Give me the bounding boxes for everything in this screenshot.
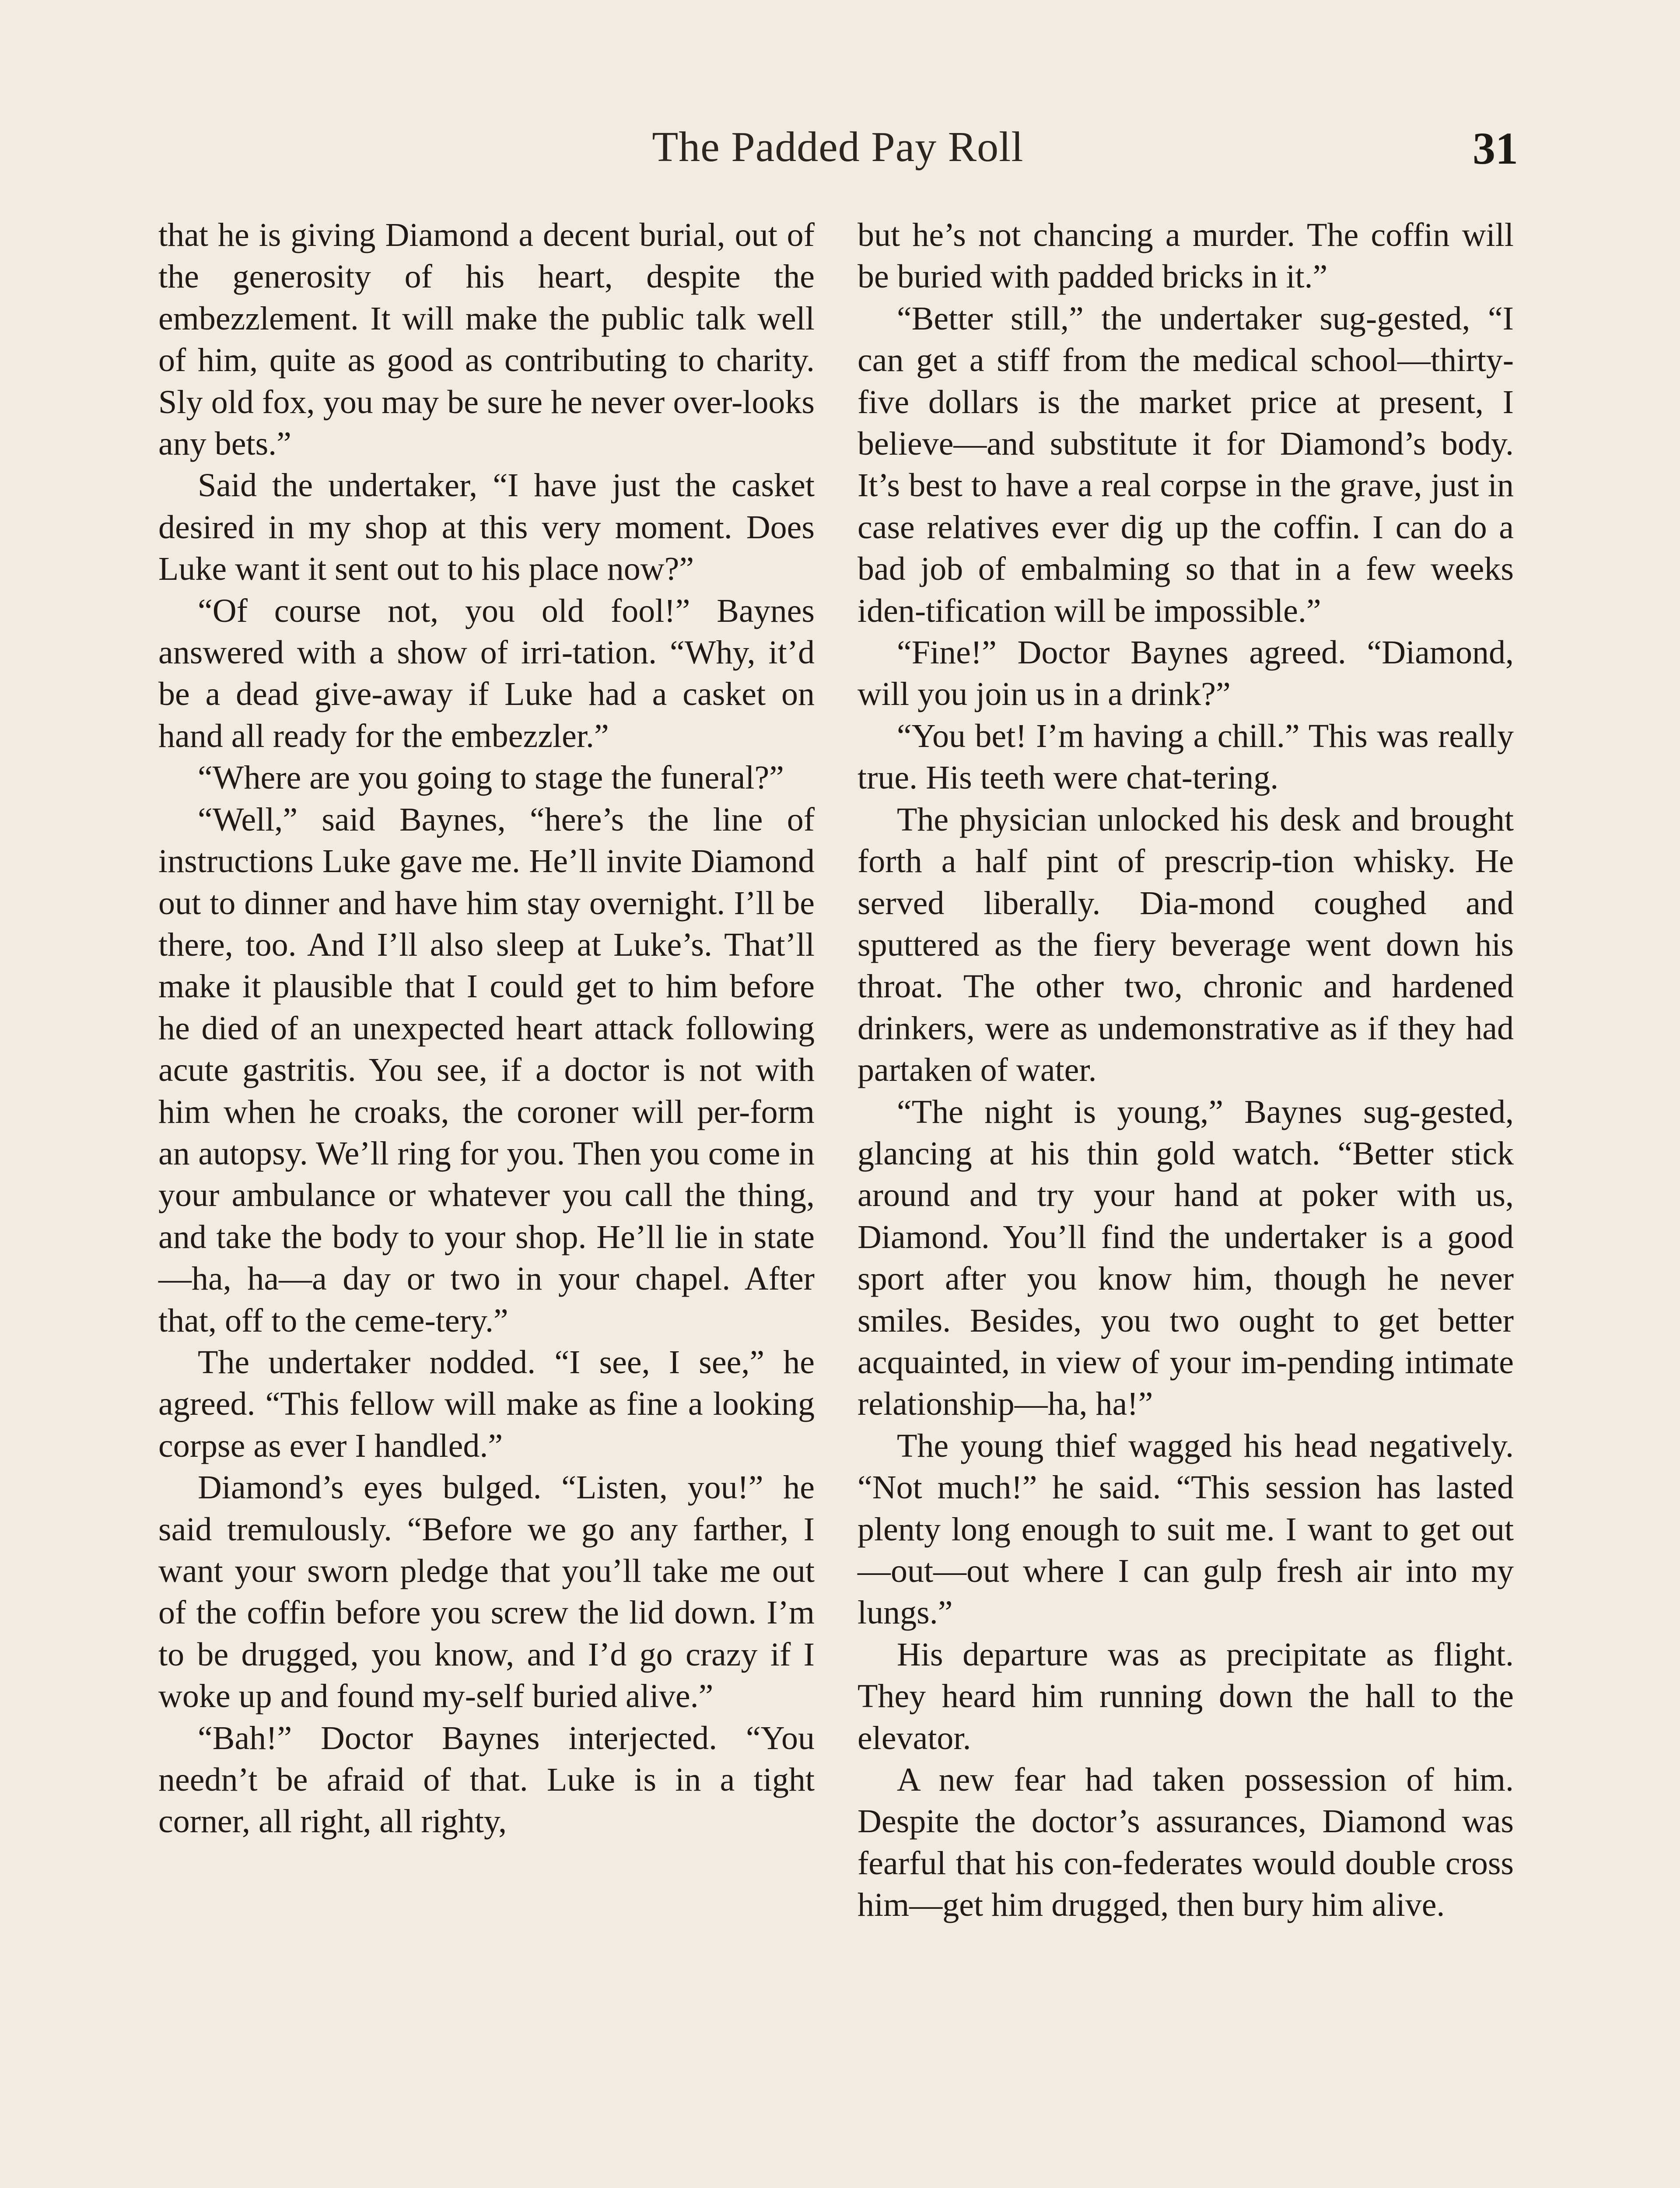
paragraph: but he’s not chancing a murder. The coffin will be buried with padded bricks in it.” — [858, 217, 1514, 295]
paragraph: “Of course not, you old fool!” Baynes answered with a show of irri-tation. “Why, it’d be a dead give-away if Luke had a casket on hand all ready for the embezzler.” — [158, 592, 815, 754]
running-title: The Padded Pay Roll — [652, 123, 1024, 171]
paragraph: His departure was as precipitate as flight. They heard him running down the hall to the elevator. — [858, 1636, 1514, 1757]
paragraph: Diamond’s eyes bulged. “Listen, you!” he said tremulously. “Before we go any farther, I want your sworn pledge that you’ll take me out of the coffin before you screw the lid down. I’m to be drugged, you know, and I’d go crazy if I woke up and found my-self buried alive.” — [158, 1469, 815, 1715]
paragraph: The young thief wagged his head negatively. “Not much!” he said. “This session has lasted plenty long enough to suit me. I want to get out—out—out where I can gulp fresh air into my lungs.” — [858, 1427, 1514, 1631]
running-header — [158, 123, 1518, 184]
paragraph: that he is giving Diamond a decent burial, out of the generosity of his heart, despite the embezzlement. It will make the public talk well of him, quite as good as contributing to charity. Sly old fox, you may be sure he never over-looks any bets.” — [158, 217, 815, 463]
paragraph: “Bah!” Doctor Baynes interjected. “You needn’t be afraid of that. Luke is in a tight corner, all right, all righty, — [158, 1719, 815, 1840]
paragraph: The physician unlocked his desk and brought forth a half pint of prescrip-tion whisky. He served liberally. Dia-mond coughed and sputtered as the fiery beverage went down his throat. The other two, chronic and hardened drinkers, were as undemonstrative as if they had partaken of water. — [858, 801, 1514, 1089]
paragraph: “Better still,” the undertaker sug-gested, “I can get a stiff from the medical school—thirty-five dollars is the market price at present, I believe—and substitute it for Diamond’s body. It’s best to have a real corpse in the grave, just in case relatives ever dig up the coffin. I can do a bad job of embalming so that in a few weeks iden-tification will be impossible.” — [858, 300, 1514, 629]
paragraph: A new fear had taken possession of him. Despite the doctor’s assurances, Diamond was fearful that his con-federates would double cross him—get him drugged, then bury him alive. — [858, 1761, 1514, 1924]
paragraph: “Fine!” Doctor Baynes agreed. “Diamond, will you join us in a drink?” — [858, 634, 1514, 713]
paragraph: The undertaker nodded. “I see, I see,” he agreed. “This fellow will make as fine a looking corpse as ever I handled.” — [158, 1343, 815, 1464]
page-number: 31 — [1473, 123, 1518, 174]
right-column — [858, 214, 1514, 1926]
paragraph: “The night is young,” Baynes sug-gested, glancing at his thin gold watch. “Better stick around and try your hand at poker with us, Diamond. You’ll find the undertaker is a good sport after you know him, though he never smiles. Besides, you two ought to get better acquainted, in view of your im-pending intimate relationship—ha, ha!” — [858, 1093, 1514, 1423]
paragraph: “Where are you going to stage the funeral?” — [198, 759, 784, 796]
paragraph: Said the undertaker, “I have just the casket desired in my shop at this very moment. Does Luke want it sent out to his place now?” — [158, 467, 815, 588]
paragraph: “You bet! I’m having a chill.” This was really true. His teeth were chat-tering. — [858, 717, 1514, 796]
paragraph: “Well,” said Baynes, “here’s the line of instructions Luke gave me. He’ll invite Diamond out to dinner and have him stay overnight. I’ll be there, too. And I’ll also sleep at Luke’s. That’ll make it plausible that I could get to him before he died of an unexpected heart attack following acute gastritis. You see, if a doctor is not with him when he croaks, the coroner will per-form an autopsy. We’ll ring for you. Then you come in your ambulance or whatever you call the thing, and take the body to your shop. He’ll lie in state—ha, ha—a day or two in your chapel. After that, off to the ceme-tery.” — [158, 801, 815, 1339]
left-column — [158, 214, 815, 1843]
